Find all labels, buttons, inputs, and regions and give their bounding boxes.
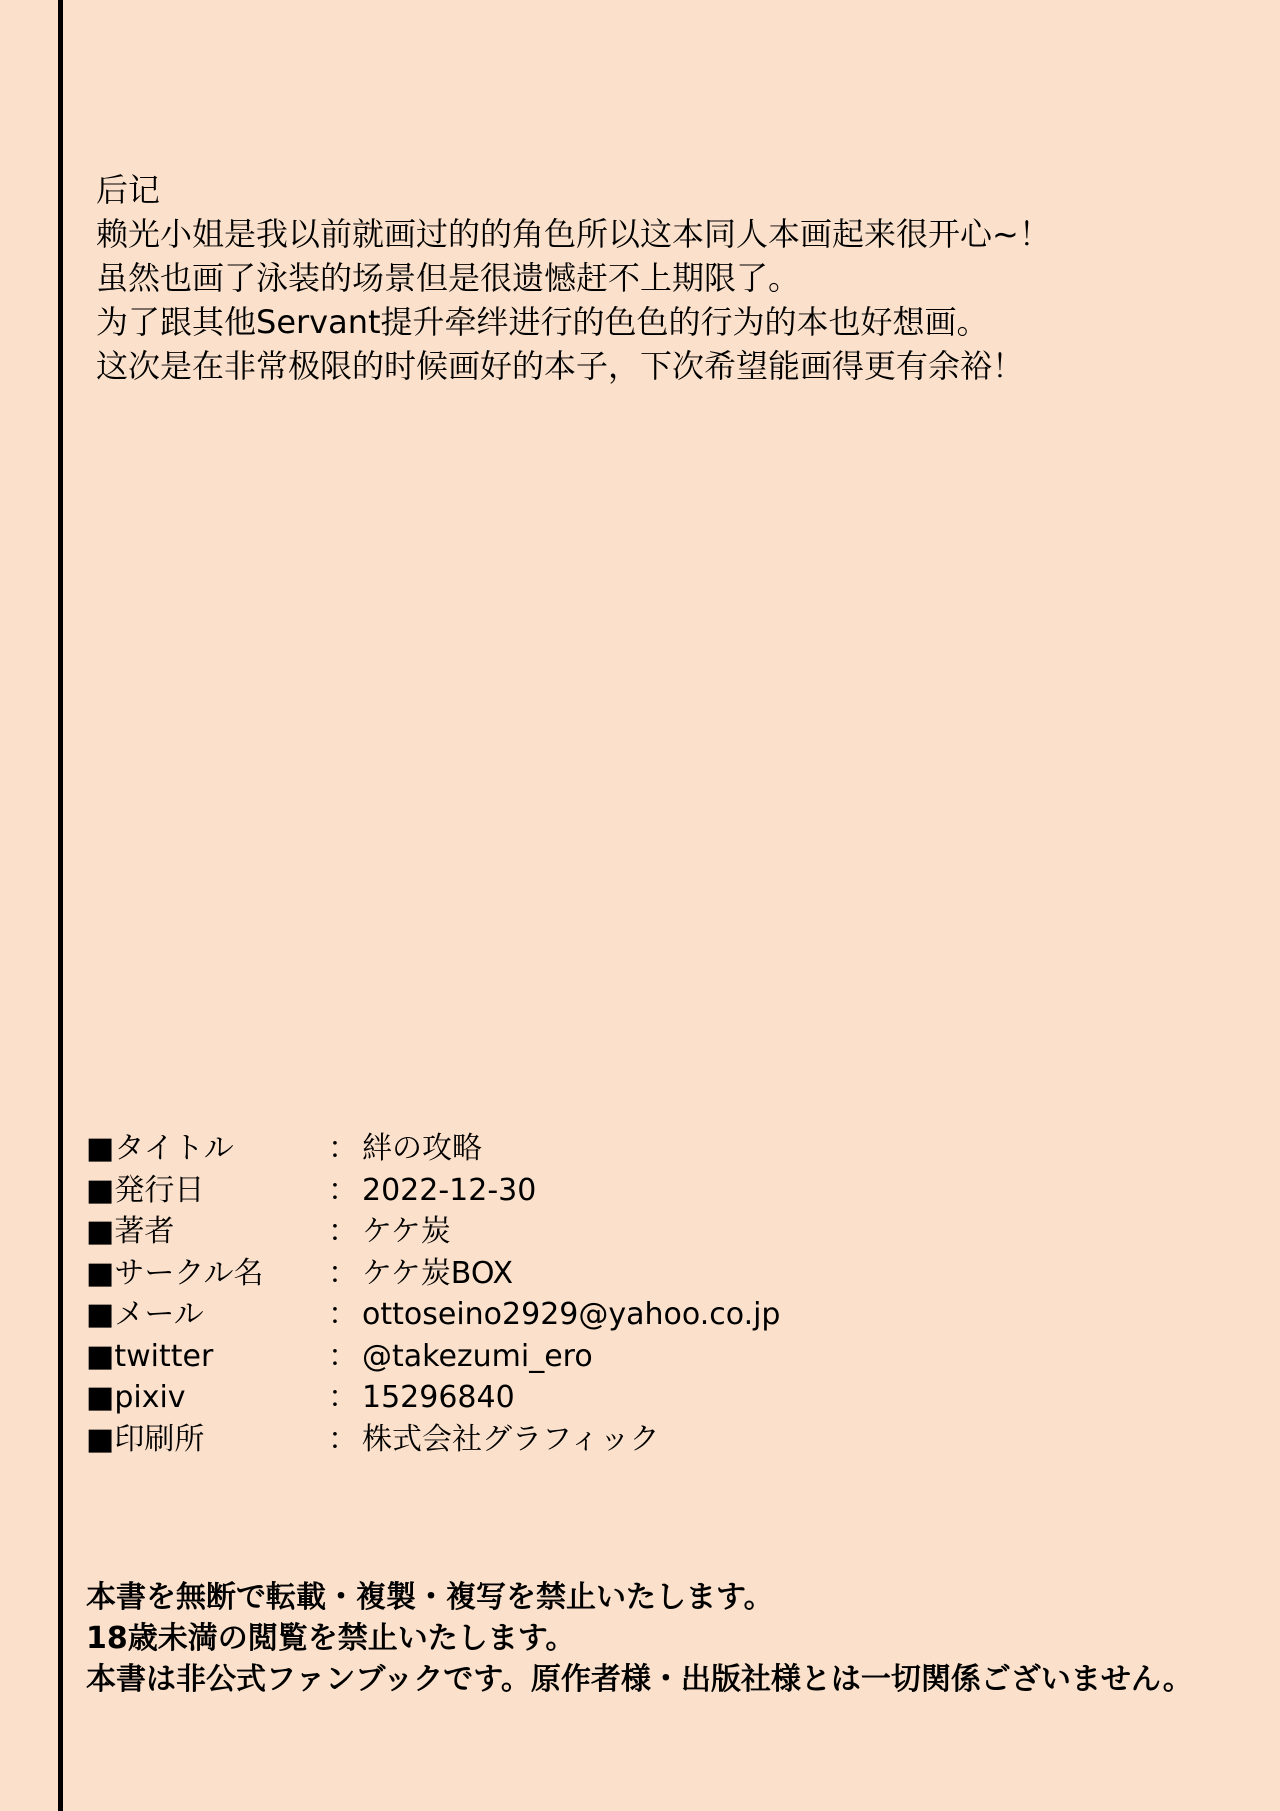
colophon-row-author [86, 1211, 1236, 1253]
colophon-row-printer [86, 1419, 1236, 1461]
colophon-value: ケケ炭BOX [362, 1255, 514, 1291]
spine-line [58, 0, 63, 1811]
colophon-label: ■印刷所 [86, 1421, 205, 1457]
colophon-separator: ： [328, 1255, 358, 1291]
colophon-label: ■メール [86, 1297, 204, 1332]
colophon-row-title [86, 1128, 1236, 1170]
colophon-separator: ： [328, 1131, 358, 1166]
colophon-label: ■twitter [86, 1338, 214, 1374]
colophon-row-pixiv [86, 1377, 1236, 1419]
colophon-label: ■著者 [86, 1214, 175, 1249]
colophon-value: 15296840 [362, 1380, 515, 1415]
colophon-separator: ： [328, 1421, 358, 1457]
afterword-line-2: 虽然也画了泳装的场景但是很遗憾赶不上期限了。 [96, 259, 801, 297]
colophon-label: ■pixiv [86, 1380, 186, 1415]
afterword-section [96, 168, 1256, 388]
colophon-separator: ： [328, 1214, 358, 1249]
legal-notices [86, 1577, 1266, 1700]
colophon-value: @takezumi_ero [362, 1338, 593, 1374]
colophon-row-circle [86, 1253, 1236, 1295]
afterword-title: 后记 [96, 171, 161, 209]
afterword-line-3: 为了跟其他Servant提升牵绊进行的色色的行为的本也好想画。 [96, 303, 989, 341]
colophon-label: ■タイトル [86, 1131, 234, 1166]
colophon-value: ottoseino2929@yahoo.co.jp [362, 1297, 781, 1332]
afterword-line-4: 这次是在非常极限的时候画好的本子，下次希望能画得更有余裕！ [96, 347, 1025, 385]
notice-unofficial: 本書は非公式ファンブックです。原作者様・出版社様とは一切関係ございません。 [86, 1662, 1193, 1697]
colophon-separator: ： [328, 1172, 358, 1208]
colophon-separator: ： [328, 1380, 358, 1415]
colophon-label: ■発行日 [86, 1172, 205, 1208]
colophon-separator: ： [328, 1297, 358, 1332]
colophon-separator: ： [328, 1338, 358, 1374]
colophon-row-email [86, 1294, 1236, 1336]
colophon-value: ケケ炭 [362, 1214, 451, 1249]
notice-no-reproduction: 本書を無断で転載・複製・複写を禁止いたします。 [86, 1580, 774, 1615]
colophon-row-date [86, 1170, 1236, 1212]
colophon-value: 株式会社グラフィック [362, 1421, 660, 1457]
colophon-table [86, 1128, 1236, 1460]
notice-age-restriction: 18歳未満の閲覧を禁止いたします。 [86, 1621, 576, 1656]
afterword-line-1: 赖光小姐是我以前就画过的的角色所以这本同人本画起来很开心~！ [96, 215, 1051, 253]
colophon-value: 2022-12-30 [362, 1172, 537, 1208]
colophon-label: ■サークル名 [86, 1255, 264, 1291]
colophon-row-twitter [86, 1336, 1236, 1378]
colophon-value: 絆の攻略 [362, 1131, 482, 1166]
